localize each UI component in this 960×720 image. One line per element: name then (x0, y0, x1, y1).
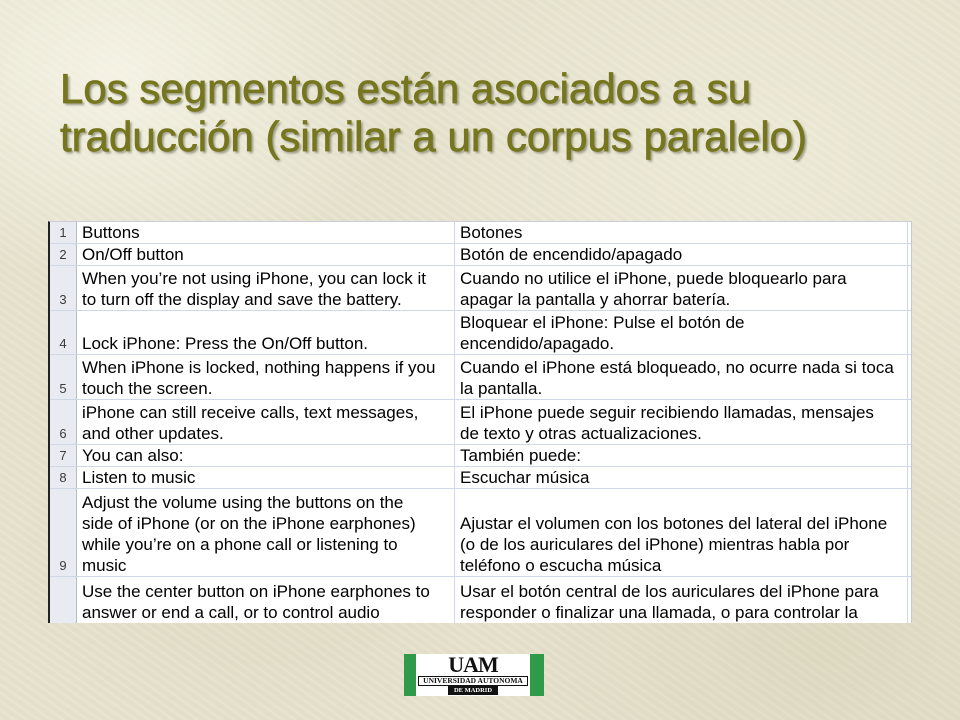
cell-text: teléfono o escucha música (460, 556, 662, 575)
empty-cell (908, 222, 911, 243)
english-cell (77, 489, 455, 576)
logo-university-name: UNIVERSIDAD AUTONOMA (418, 676, 528, 686)
table-row (50, 266, 911, 311)
cell-text: Listen to music (82, 468, 196, 487)
row-number: 1 (59, 225, 67, 240)
row-number: 8 (59, 470, 67, 485)
cell-text: You can also: (82, 446, 184, 465)
english-cell (77, 311, 455, 354)
english-cell (77, 266, 455, 310)
cell-text: encendido/apagado. (460, 334, 615, 353)
row-header (50, 467, 77, 488)
row-header (50, 266, 77, 310)
row-header (50, 311, 77, 354)
table-row (50, 467, 911, 489)
slide-title-line: traducción (similar a un corpus paralelo) (60, 113, 807, 160)
spanish-cell (455, 311, 908, 354)
empty-cell (908, 400, 911, 444)
cell-text: side of iPhone (or on the iPhone earphones) (82, 514, 416, 533)
cell-text: to turn off the display and save the battery. (82, 290, 402, 309)
spanish-cell (455, 222, 908, 243)
cell-text: Cuando el iPhone está bloqueado, no ocurre nada si toca (460, 358, 894, 377)
cell-text: touch the screen. (82, 379, 213, 398)
row-header (50, 244, 77, 265)
cell-text: Cuando no utilice el iPhone, puede bloquearlo para (460, 269, 847, 288)
empty-cell (908, 445, 911, 466)
slide-title-line: Los segmentos están asociados a su (60, 65, 752, 112)
spanish-cell (455, 489, 908, 576)
empty-cell (908, 311, 911, 354)
table-row (50, 355, 911, 400)
row-number: 9 (59, 558, 67, 573)
table-row (50, 400, 911, 445)
table-row (50, 222, 911, 244)
slide-title (60, 65, 807, 161)
spanish-cell (455, 445, 908, 466)
cell-text: Bloquear el iPhone: Pulse el botón de (460, 313, 745, 332)
cell-text: When you’re not using iPhone, you can lock it (82, 269, 426, 288)
row-header (50, 355, 77, 399)
spanish-cell (455, 467, 908, 488)
cell-text: También puede: (460, 446, 581, 465)
row-number: 3 (59, 292, 67, 307)
cell-text: Use the center button on iPhone earphones to (82, 582, 430, 601)
english-cell (77, 244, 455, 265)
row-header (50, 489, 77, 576)
cell-text: responder o finalizar una llamada, o para controlar la (460, 603, 858, 622)
row-header (50, 222, 77, 243)
english-cell (77, 355, 455, 399)
table-row (50, 311, 911, 355)
cell-text: Usar el botón central de los auriculares del iPhone para (460, 582, 879, 601)
logo-monogram: UAM (448, 652, 498, 677)
row-number: 4 (59, 336, 67, 351)
spanish-cell (455, 577, 908, 623)
row-header (50, 400, 77, 444)
cell-text: de texto y otras actualizaciones. (460, 424, 702, 443)
row-header (50, 445, 77, 466)
empty-cell (908, 489, 911, 576)
spanish-cell (455, 244, 908, 265)
empty-cell (908, 266, 911, 310)
english-cell (77, 467, 455, 488)
table-row (50, 577, 911, 623)
logo-green-stripe (404, 654, 416, 696)
logo-emblem (416, 654, 530, 696)
table-row (50, 489, 911, 577)
empty-cell (908, 244, 911, 265)
row-header (50, 577, 77, 623)
logo-city-name: DE MADRID (448, 686, 498, 695)
cell-text: Botones (460, 223, 523, 242)
row-number: 2 (59, 247, 67, 262)
cell-text: and other updates. (82, 424, 224, 443)
uam-logo (404, 654, 544, 696)
cell-text: On/Off button (82, 245, 184, 264)
cell-text: answer or end a call, or to control audio (82, 603, 380, 622)
row-number: 6 (59, 426, 67, 441)
spanish-cell (455, 266, 908, 310)
parallel-segments-table (48, 221, 912, 623)
english-cell (77, 577, 455, 623)
row-number: 5 (59, 381, 67, 396)
spanish-cell (455, 400, 908, 444)
cell-text: iPhone can still receive calls, text messages, (82, 403, 419, 422)
table-row (50, 244, 911, 266)
cell-text: while you’re on a phone call or listening to (82, 535, 398, 554)
cell-text: Adjust the volume using the buttons on the (82, 493, 404, 512)
logo-green-stripe (530, 654, 544, 696)
cell-text: When iPhone is locked, nothing happens if you (82, 358, 436, 377)
empty-cell (908, 577, 911, 623)
table-row (50, 445, 911, 467)
empty-cell (908, 467, 911, 488)
empty-cell (908, 355, 911, 399)
cell-text: Escuchar música (460, 468, 590, 487)
cell-text: Ajustar el volumen con los botones del lateral del iPhone (460, 514, 888, 533)
english-cell (77, 445, 455, 466)
cell-text: Buttons (82, 223, 140, 242)
spanish-cell (455, 355, 908, 399)
cell-text: El iPhone puede seguir recibiendo llamadas, mensajes (460, 403, 874, 422)
english-cell (77, 222, 455, 243)
cell-text: apagar la pantalla y ahorrar batería. (460, 290, 731, 309)
row-number: 7 (59, 448, 67, 463)
cell-text: la pantalla. (460, 379, 543, 398)
cell-text: music (82, 556, 127, 575)
cell-text: (o de los auriculares del iPhone) mientras habla por (460, 535, 850, 554)
cell-text: Lock iPhone: Press the On/Off button. (82, 334, 369, 353)
cell-text: Botón de encendido/apagado (460, 245, 683, 264)
english-cell (77, 400, 455, 444)
